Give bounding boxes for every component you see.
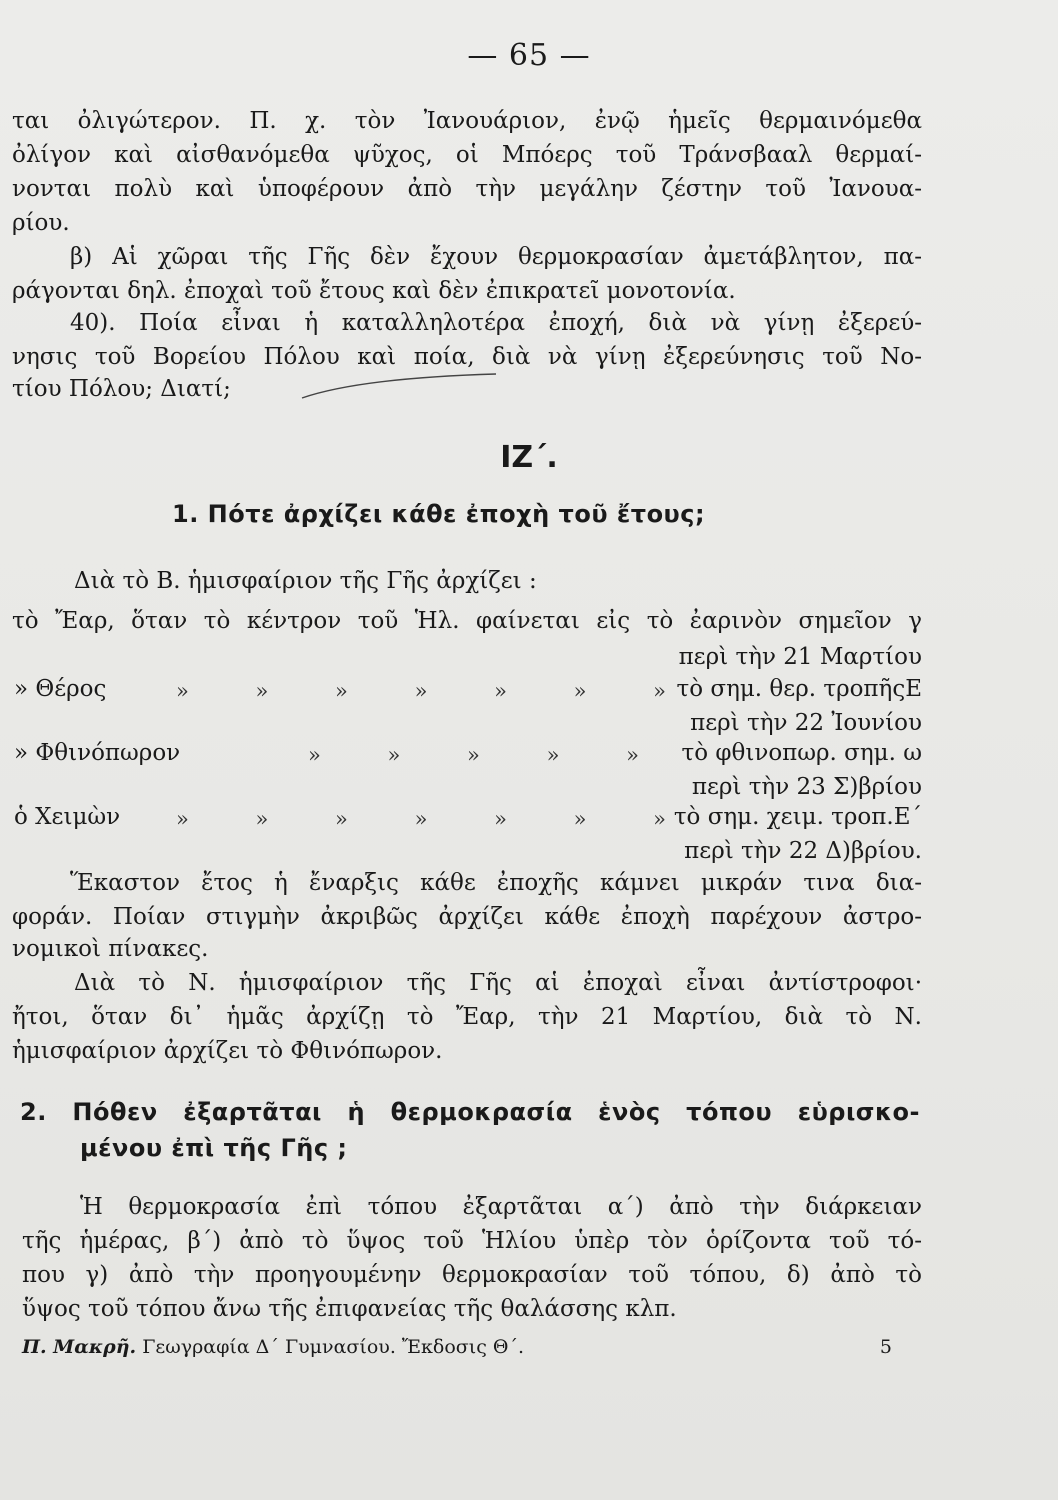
ink-flourish bbox=[300, 372, 500, 402]
text-line: Διὰ τὸ Ν. ἡμισφαίριον τῆς Γῆς αἱ ἐποχαὶ εἶναι ἀντίστροφοι· bbox=[74, 970, 922, 996]
text-line: τὸ Ἔαρ, ὅταν τὸ κέντρον τοῦ Ἡλ. φαίνεται εἰς τὸ ἐαρινὸν σημεῖον γ bbox=[12, 608, 922, 634]
footer-author: Π. Μακρῆ. bbox=[22, 1336, 137, 1358]
text-line: ὀλίγον καὶ αἰσθανόμεθα ψῦχος, οἱ Μπόερς τοῦ Τράνσβααλ θερμαί- bbox=[12, 142, 922, 168]
season-point: τὸ σημ. χειμ. τροπ.Ε΄ bbox=[673, 804, 922, 830]
ditto-marks: » » » » » » » bbox=[176, 679, 696, 703]
section-heading: 2. Πόθεν ἐξαρτᾶται ἡ θερμοκρασία ἑνὸς τόπου εὑρισκο- bbox=[20, 1098, 920, 1126]
footer-title: Γεωγραφία Δ΄ Γυμνασίου. Ἔκδοσις Θ΄. bbox=[142, 1336, 525, 1358]
text-line: τῆς ἡμέρας, β΄) ἀπὸ τὸ ὕψος τοῦ Ἡλίου ὑπὲρ τὸν ὁρίζοντα τοῦ τό- bbox=[22, 1228, 922, 1254]
text-line: ράγονται δηλ. ἐποχαὶ τοῦ ἔτους καὶ δὲν ἐπικρατεῖ μονοτονία. bbox=[12, 278, 736, 304]
text-line: ἡμισφαίριον ἀρχίζει τὸ Φθινόπωρον. bbox=[12, 1038, 443, 1064]
text-line: ὕψος τοῦ τόπου ἄνω τῆς ἐπιφανείας τῆς θαλάσσης κλπ. bbox=[22, 1296, 677, 1322]
season-point: τὸ φθινοπωρ. σημ. ω bbox=[681, 740, 922, 766]
text-line: Διὰ τὸ Β. ἡμισφαίριον τῆς Γῆς ἀρχίζει : bbox=[74, 568, 537, 594]
text-line: Ἕκαστον ἔτος ἡ ἔναρξις κάθε ἐποχῆς κάμνει μικράν τινα δια- bbox=[70, 870, 922, 896]
signature-mark: 5 bbox=[879, 1336, 892, 1358]
text-line: νομικοὶ πίνακες. bbox=[12, 936, 209, 962]
season-date: περὶ τὴν 22 Δ)βρίου. bbox=[684, 838, 922, 864]
text-line: τίου Πόλου; Διατί; bbox=[12, 376, 231, 402]
text-line: που γ) ἀπὸ τὴν προηγουμένην θερμοκρασίαν τοῦ τόπου, δ) ἀπὸ τὸ bbox=[22, 1262, 922, 1288]
season-point: τὸ σημ. θερ. τροπῆςΕ bbox=[676, 676, 922, 702]
text-line: Ἡ θερμοκρασία ἐπὶ τόπου ἐξαρτᾶται α΄) ἀπὸ τὴν διάρκειαν bbox=[80, 1194, 922, 1220]
text-line: β) Αἱ χῶραι τῆς Γῆς δὲν ἔχουν θερμοκρασίαν ἀμετάβλητον, πα- bbox=[70, 244, 922, 270]
season-date: περὶ τὴν 23 Σ)βρίου bbox=[691, 774, 922, 800]
season-label: » Θέρος bbox=[14, 676, 107, 702]
text-line: ρίου. bbox=[12, 210, 70, 236]
section-heading: μένου ἐπὶ τῆς Γῆς ; bbox=[80, 1134, 348, 1162]
section-heading: 1. Πότε ἀρχίζει κάθε ἐποχὴ τοῦ ἔτους; bbox=[172, 500, 706, 528]
text-line: 40). Ποία εἶναι ἡ καταλληλοτέρα ἐποχή, διὰ νὰ γίνῃ ἐξερεύ- bbox=[70, 310, 922, 336]
ditto-marks: » » » » » » » bbox=[176, 807, 696, 831]
season-date: περὶ τὴν 21 Μαρτίου bbox=[678, 644, 922, 670]
season-label: ὁ Χειμὼν bbox=[14, 804, 121, 830]
text-line: ἤτοι, ὅταν δι᾽ ἡμᾶς ἀρχίζῃ τὸ Ἔαρ, τὴν 21 Μαρτίου, διὰ τὸ Ν. bbox=[12, 1004, 922, 1030]
page-number: — 65 — bbox=[467, 38, 591, 73]
chapter-title: ΙΖ΄. bbox=[500, 440, 558, 475]
text-line: νησις τοῦ Βορείου Πόλου καὶ ποία, διὰ νὰ γίνῃ ἐξερεύνησις τοῦ Νο- bbox=[12, 344, 922, 370]
ditto-marks: » » » » » bbox=[308, 743, 669, 767]
text-line: ται ὀλιγώτερον. Π. χ. τὸν Ἰανουάριον, ἐνῷ ἡμεῖς θερμαινόμεθα bbox=[12, 108, 922, 134]
season-label: » Φθινόπωρον bbox=[14, 740, 181, 766]
text-line: νονται πολὺ καὶ ὑποφέρουν ἀπὸ τὴν μεγάλην ζέστην τοῦ Ἰανουα- bbox=[12, 176, 922, 202]
text-line: φοράν. Ποίαν στιγμὴν ἀκριβῶς ἀρχίζει κάθε ἐποχὴ παρέχουν ἀστρο- bbox=[12, 904, 922, 930]
season-date: περὶ τὴν 22 Ἰουνίου bbox=[690, 710, 922, 736]
footer-line bbox=[22, 1336, 524, 1358]
